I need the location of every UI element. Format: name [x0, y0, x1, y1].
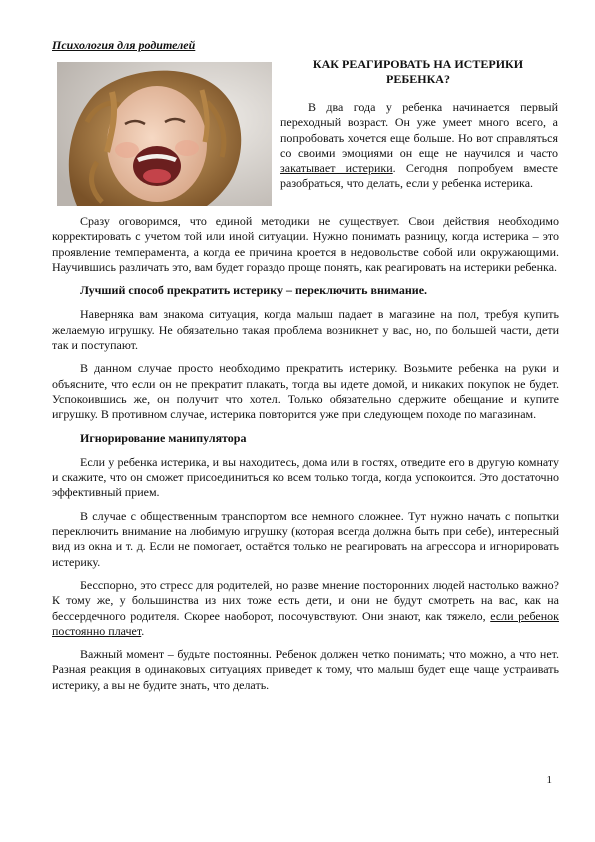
page-number: 1 — [546, 774, 552, 786]
intro-text-end: . Сегодня попробуем вместе разобраться, что делать, если у ребенка истерика. — [280, 161, 558, 191]
crying-child-photo — [57, 62, 272, 206]
child-cries-link[interactable]: если ребенок постоянно плачет — [52, 608, 559, 638]
paragraph-7: Важный момент – будьте постоянны. Ребенок должен четко понимать; что можно, а что нет. Разная реакция в одинаковых ситуациях приведет к тому, что малыш будет еще чаще устраивать истерику, а вы не будите знать, что делать. — [52, 647, 559, 692]
paragraph-2: Наверняка вам знакома ситуация, когда малыш падает в магазине на пол, требуя купить желаемую игрушку. Не обязательно такая проблема возникнет у вас, но, по большей части, дети так и поступают. — [52, 307, 559, 353]
paragraph-6-text: Бесспорно, это стресс для родителей, но разве мнение посторонних людей настолько важно? К тому же, у большинства из них тоже есть дети, и они не будут смотреть на вас, как на бессердечного родителя. Скорее наоборот, посочувствуют. Они знают, как тяжело, — [52, 577, 559, 623]
paragraph-4: Если у ребенка истерика, и вы находитесь, дома или в гостях, отведите его в другую комнату и скажите, что он сможет присоединиться ко всем только тогда, когда успокоится. Это достаточно эффективный прием. — [52, 454, 559, 500]
paragraph-3: В данном случае просто необходимо прекратить истерику. Возьмите ребенка на руки и объясните, что если он не прекратит плакать, тогда вы идете домой, и никаких покупок не будет. Успокоившись же, он получит что хотел. Только обязательно сдержите обещание и купите игрушку. В противном случае, истерика повторится уже при следующем походе по магазинам. — [52, 361, 559, 422]
paragraph-6 — [52, 578, 559, 639]
intro-text-start: В два года у ребенка начинается первый переходный возраст. Он уже умеет много всего, а попробовать хочется еще больше. Но вот справляться со своими эмоциями он еще не научился и часто — [280, 100, 558, 160]
subheading-ignore-manipulator: Игнорирование манипулятора — [80, 430, 247, 445]
paragraph-6-end: . — [141, 623, 145, 638]
paragraph-1: Сразу оговоримся, что единой методики не существует. Свои действия необходимо корректировать с учетом той или иной ситуации. Нужно понимать разницу, когда истерика – это проявление темперамента, а когда ее причина кроется в недовольстве собой или окружающими. Научившись различать это, вам будет гораздо проще понять, как реагировать на истерики ребенка. — [52, 214, 559, 274]
section-label: Психология для родителей — [52, 38, 196, 52]
article-body — [52, 214, 559, 701]
article-title: КАК РЕАГИРОВАТЬ НА ИСТЕРИКИ РЕБЕНКА? — [312, 57, 524, 86]
paragraph-5: В случае с общественным транспортом все немного сложнее. Тут нужно начать с попытки переключить внимание на любимую игрушку (которая всегда должна быть при себе), интересный вид из окна и т. д. Если не помогает, остаётся только не реагировать на агрессора и игнорировать истерику. — [52, 508, 559, 569]
subheading-switch-attention: Лучший способ прекратить истерику – переключить внимание. — [80, 283, 428, 298]
tantrums-link[interactable]: закатывает истерики — [280, 161, 393, 176]
intro-paragraph — [280, 100, 558, 192]
